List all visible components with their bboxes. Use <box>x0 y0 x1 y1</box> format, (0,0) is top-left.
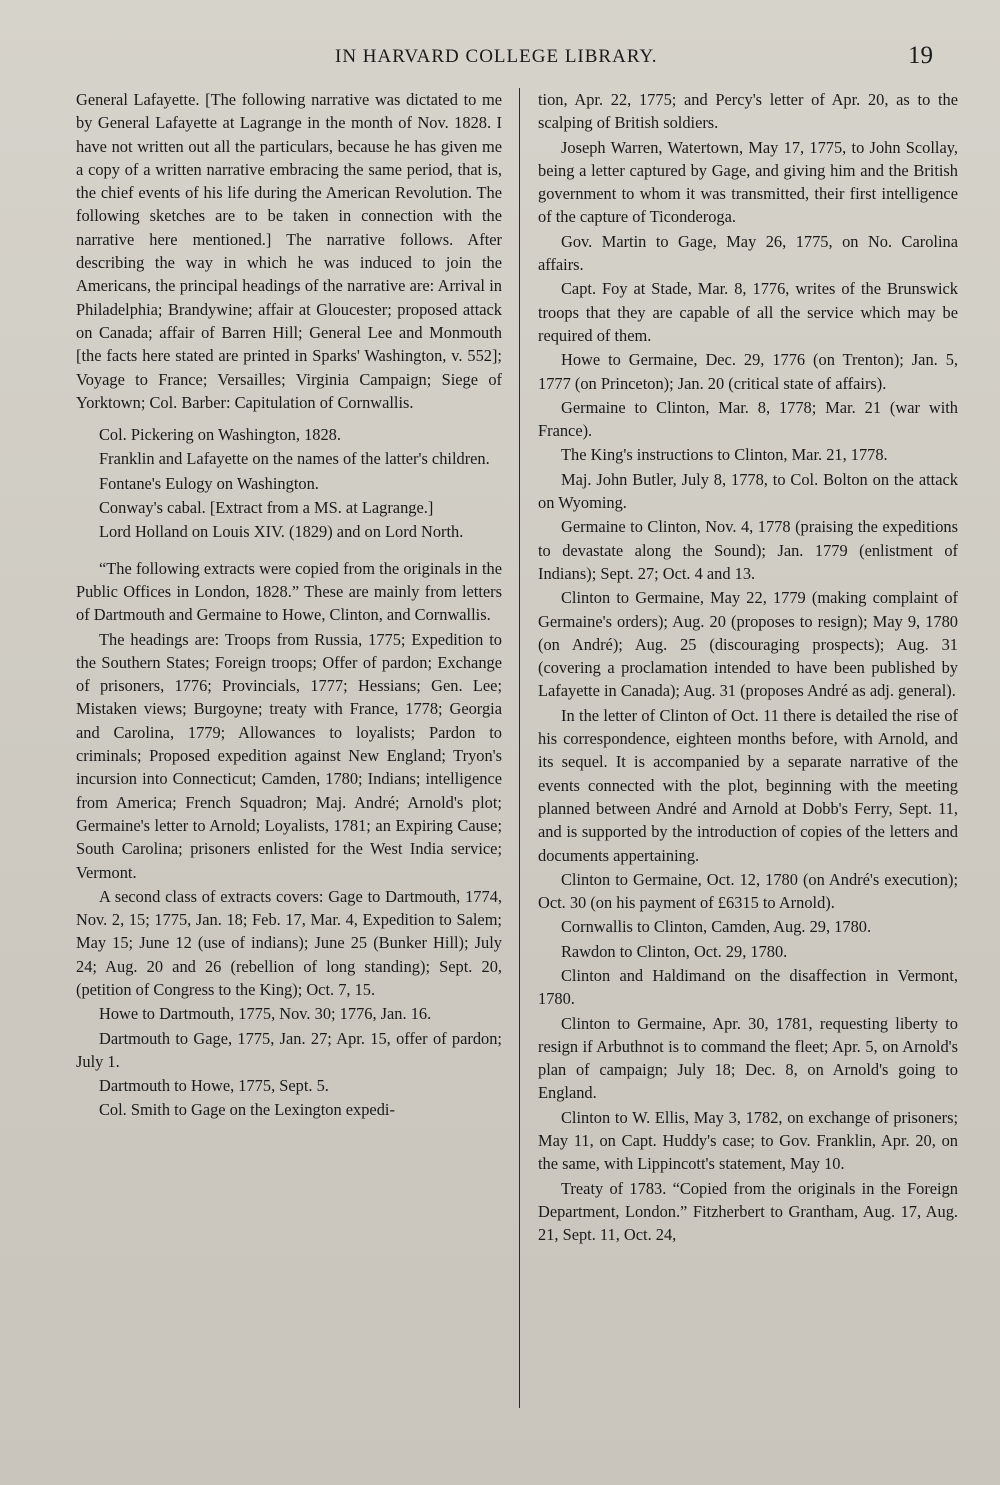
paragraph: Clinton to Germaine, Oct. 12, 1780 (on André's execution); Oct. 30 (on his payment of £6315 to Arnold). <box>538 869 958 913</box>
right-column <box>538 88 958 1438</box>
paragraph: Clinton to Germaine, May 22, 1779 (making complaint of Germaine's orders); Aug. 20 (proposes to resign); May 9, 1780 (on André); Aug. 25 (discouraging prospects); Aug. 31 (covering a proclamation intended to have been published by Lafayette in Canada); Aug. 31 (proposes André as adj. general). <box>538 588 958 701</box>
paragraph: Howe to Dartmouth, 1775, Nov. 30; 1776, Jan. 16. <box>99 1004 432 1024</box>
paragraph: Rawdon to Clinton, Oct. 29, 1780. <box>561 941 788 961</box>
paragraph: Fontane's Eulogy on Washington. <box>99 473 319 493</box>
paragraph: Clinton to W. Ellis, May 3, 1782, on exchange of prisoners; May 11, on Capt. Huddy's case; to Gov. Franklin, Apr. 20, on the same, with Lippincott's statement, May 10. <box>538 1107 958 1174</box>
left-column <box>76 88 502 1438</box>
paragraph: Clinton to Germaine, Apr. 30, 1781, requesting liberty to resign if Arbuthnot is to command the fleet; Apr. 5, on Arnold's plan of campaign; July 18; Dec. 8, on Arnold's going to England. <box>538 1013 958 1103</box>
paragraph: Cornwallis to Clinton, Camden, Aug. 29, 1780. <box>561 917 872 937</box>
paragraph: Dartmouth to Gage, 1775, Jan. 27; Apr. 15, offer of pardon; July 1. <box>76 1028 502 1071</box>
paragraph: A second class of extracts covers: Gage to Dartmouth, 1774, Nov. 2, 15; 1775, Jan. 18; Feb. 17, Mar. 4, Expedition to Salem; May 15; June 12 (use of indians); June 25 (Bunker Hill); July 24; Aug. 20 and 26 (rebellion of long standing); Sept. 20, (petition of Congress to the King); Oct. 7, 15. <box>76 886 502 999</box>
paragraph: General Lafayette. [The following narrative was dictated to me by General Lafayette at Lagrange in the month of Nov. 1828. I have not written out all the particulars, because he has given me a copy of a written narrative embracing the same period, that is, the chief events of his life during the American Revolution. The following sketches are to be taken in connection with the narrative here mentioned.] The narrative follows. After describing the way in which he was induced to join the Americans, the principal headings of the narrative are: Arrival in Philadelphia; Brandywine; affair at Gloucester; proposed attack on Canada; affair of Barren Hill; General Lee and Monmouth [the facts here stated are printed in Sparks' Washington, v. 552]; Voyage to France; Versailles; Virginia Campaign; Siege of Yorktown; Col. Barber: Capitulation of Cornwallis. <box>76 90 502 412</box>
paragraph: Joseph Warren, Watertown, May 17, 1775, to John Scollay, being a letter captured by Gage, and giving him and the British government to whom it was transmitted, their first intelligence of the capture of Ticonderoga. <box>538 137 958 227</box>
paragraph: The headings are: Troops from Russia, 1775; Expedition to the Southern States; Foreign troops; Offer of pardon; Exchange of prisoners, 1776; Provincials, 1777; Hessians; Gen. Lee; Mistaken views; Burgoyne; treaty with France, 1778; Georgia and Carolina, 1779; Allowances to loyalists; Pardon to criminals; Proposed expedition against New England; Tryon's incursion into Connecticut; Camden, 1780; Indians; intelligence from America; French Squadron; Maj. André; Arnold's plot; Germaine's letter to Arnold; Loyalists, 1781; an Expiring Cause; South Carolina; prisoners enlisted for the West India service; Vermont. <box>76 629 502 882</box>
paragraph: Capt. Foy at Stade, Mar. 8, 1776, writes of the Brunswick troops that they are capable of all the service which may be required of them. <box>538 279 958 345</box>
paragraph: Germaine to Clinton, Mar. 8, 1778; Mar. 21 (war with France). <box>538 397 958 441</box>
paragraph: Dartmouth to Howe, 1775, Sept. 5. <box>99 1076 329 1096</box>
paragraph: Maj. John Butler, July 8, 1778, to Col. Bolton on the attack on Wyoming. <box>538 469 958 513</box>
page-number: 19 <box>908 42 933 69</box>
paragraph: Lord Holland on Louis XIV. (1829) and on Lord North. <box>99 522 464 542</box>
column-divider <box>519 88 520 1408</box>
running-header <box>0 44 1000 74</box>
paragraph: “The following extracts were copied from the originals in the Public Offices in London, 1828.” These are mainly from letters of Dartmouth and Germaine to Howe, Clinton, and Cornwallis. <box>76 558 502 625</box>
paragraph: Treaty of 1783. “Copied from the originals in the Foreign Department, London.” Fitzherbert to Grantham, Aug. 17, Aug. 21, Sept. 11, Oct. 24, <box>538 1178 958 1245</box>
paragraph: Clinton and Haldimand on the disaffection in Vermont, 1780. <box>538 965 958 1009</box>
paragraph: Gov. Martin to Gage, May 26, 1775, on No. Carolina affairs. <box>538 231 958 275</box>
paragraph: Conway's cabal. [Extract from a MS. at Lagrange.] <box>99 498 434 518</box>
paragraph: Germaine to Clinton, Nov. 4, 1778 (praising the expeditions to devastate along the Sound); Jan. 1779 (enlistment of Indians); Sept. 27; Oct. 4 and 13. <box>538 517 958 583</box>
paragraph: Franklin and Lafayette on the names of the latter's children. <box>99 449 490 469</box>
paragraph: In the letter of Clinton of Oct. 11 there is detailed the rise of his correspondence, eighteen months before, with Arnold, and its sequel. It is accompanied by a separate narrative of the events connected with the plot, beginning with the meeting planned between André and Arnold at Dobb's Ferry, Sept. 11, and is supported by the introduction of copies of the letters and documents appertaining. <box>538 705 958 865</box>
running-title: IN HARVARD COLLEGE LIBRARY. <box>335 46 658 67</box>
paragraph: Howe to Germaine, Dec. 29, 1776 (on Trenton); Jan. 5, 1777 (on Princeton); Jan. 20 (critical state of affairs). <box>538 350 958 393</box>
paragraph: Col. Pickering on Washington, 1828. <box>99 425 341 445</box>
paragraph: The King's instructions to Clinton, Mar. 21, 1778. <box>561 445 888 465</box>
paragraph: Col. Smith to Gage on the Lexington expedi- <box>99 1100 395 1120</box>
paragraph: tion, Apr. 22, 1775; and Percy's letter of Apr. 20, as to the scalping of British soldiers. <box>538 90 958 133</box>
